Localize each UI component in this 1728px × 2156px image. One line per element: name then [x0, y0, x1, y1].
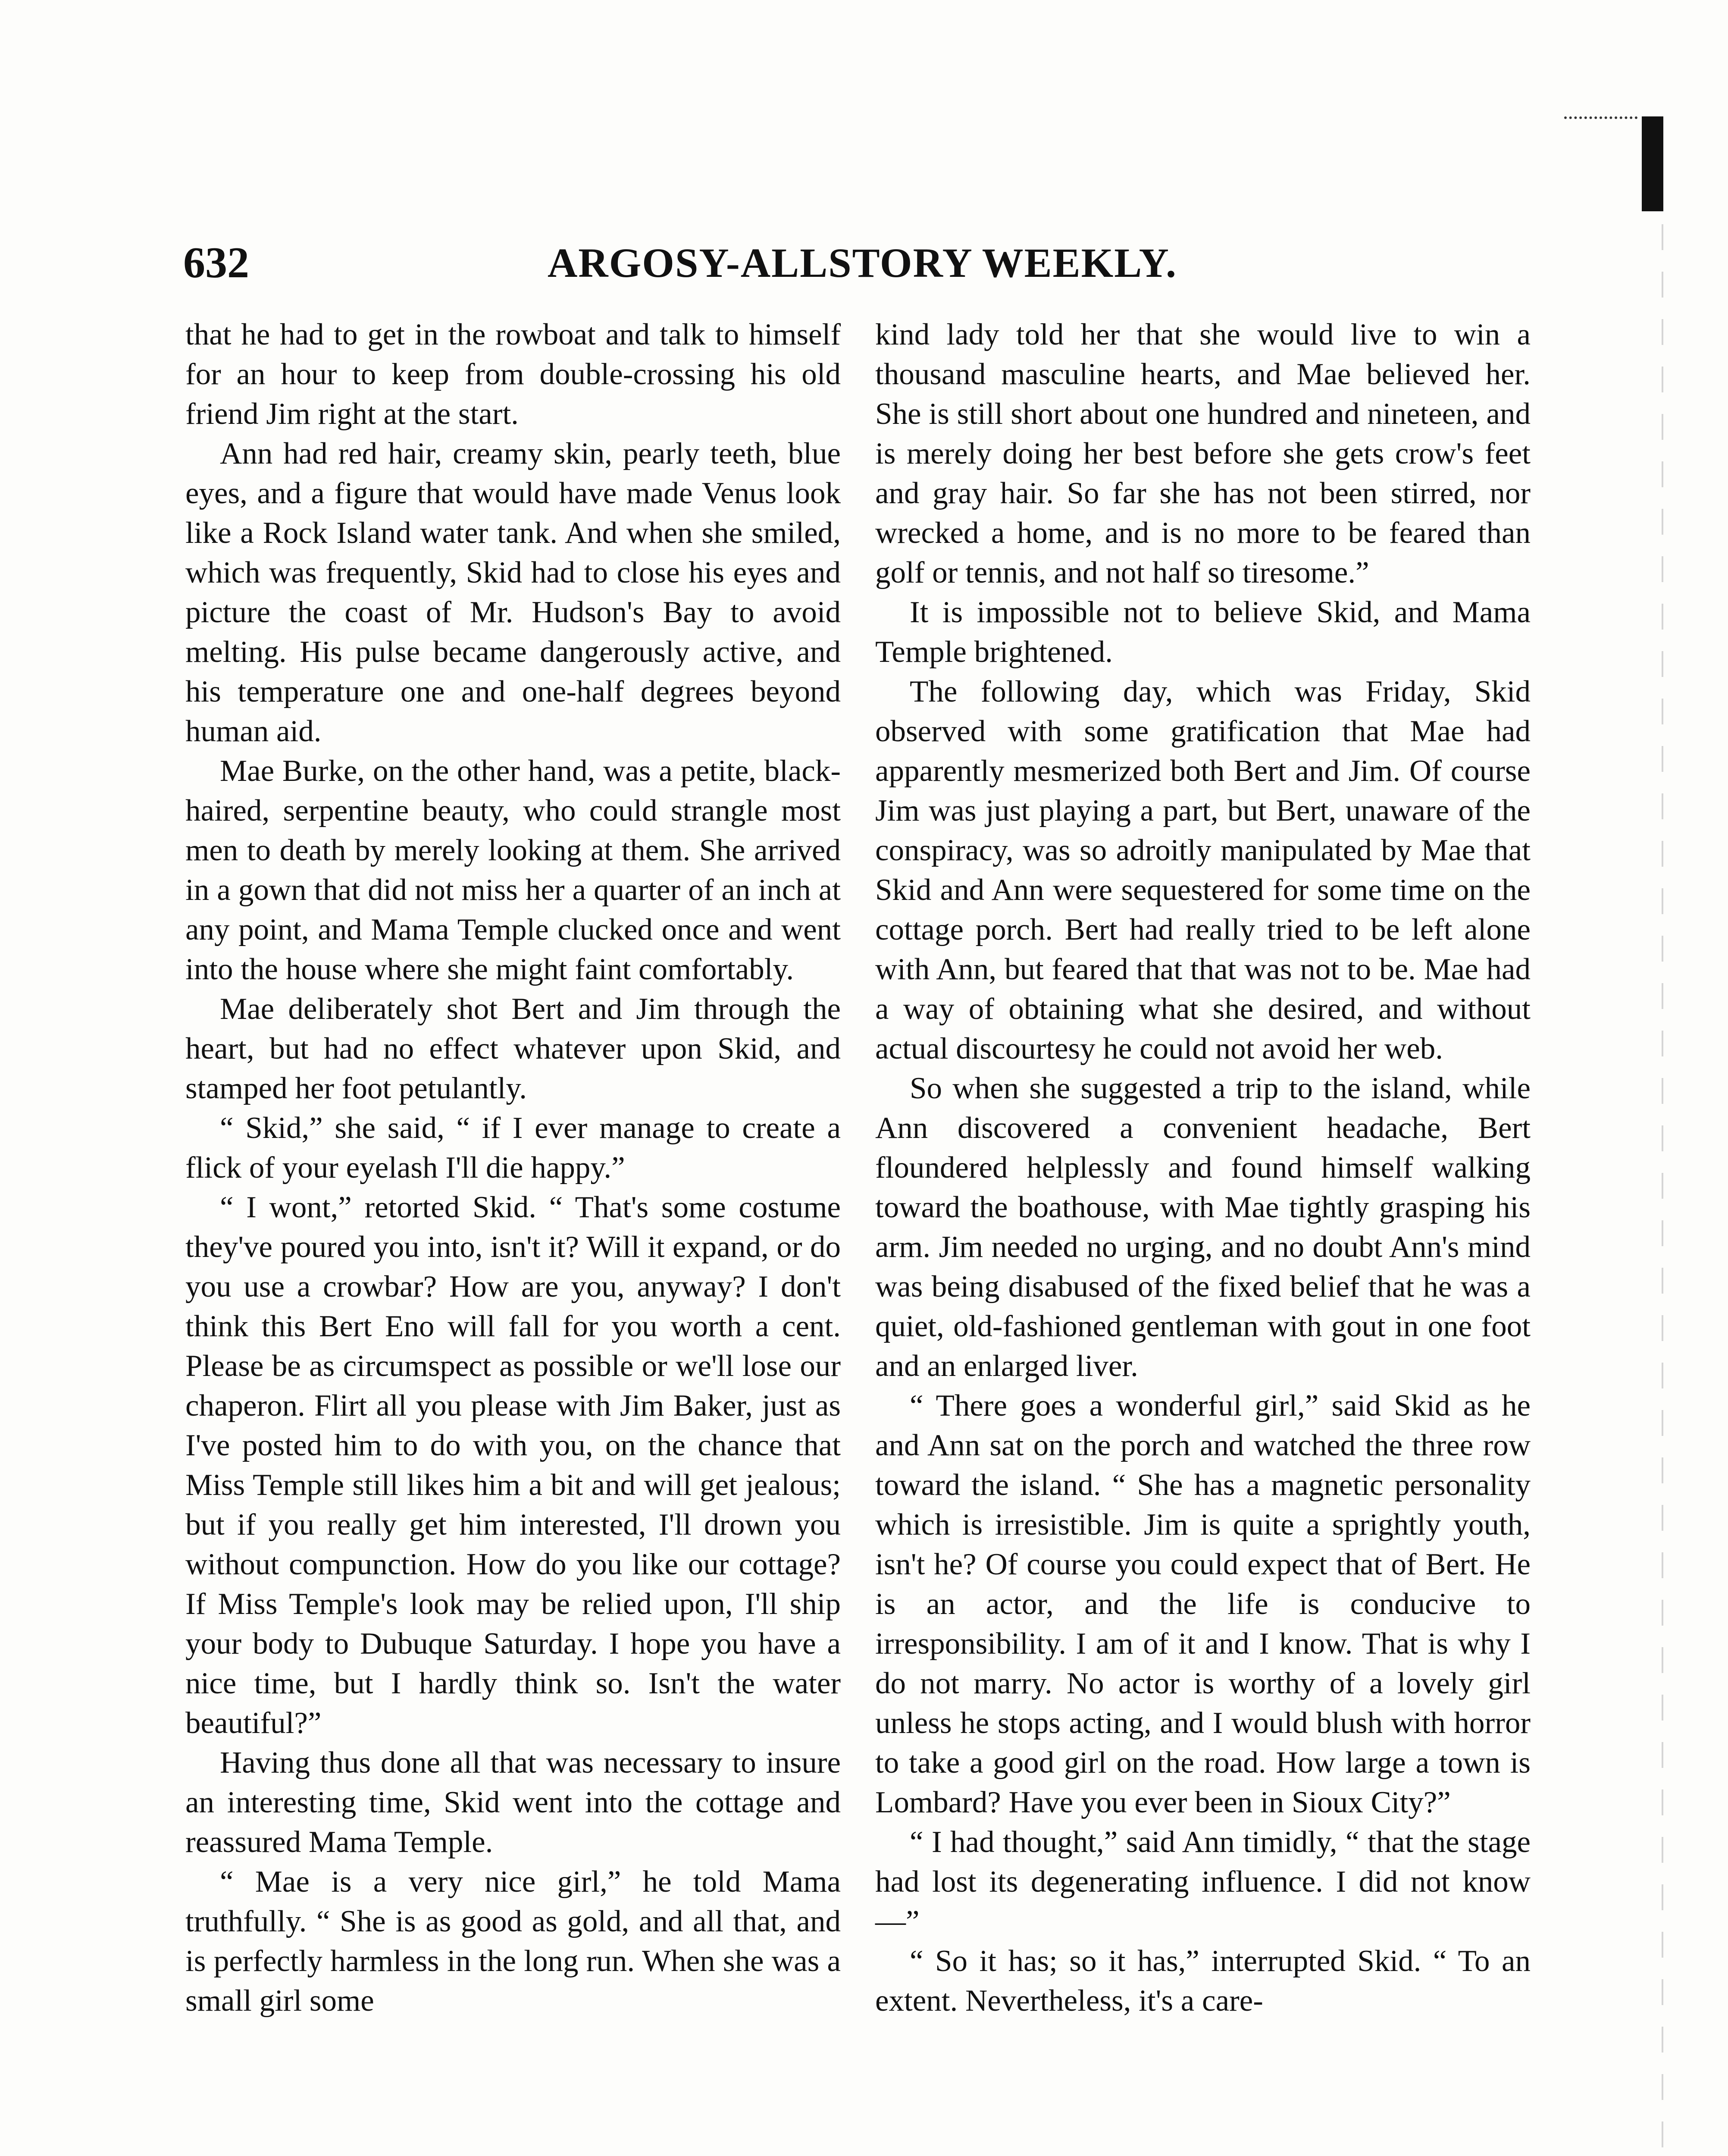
paragraph: “ There goes a wonderful girl,” said Skid as he and Ann sat on the porch and watched the three row toward the island. “ She has a magnetic personality which is irresistible. Jim is quite a sprightly youth, isn't he? Of course you could expect that of Bert. He is an actor, and the life is conducive to irresponsibility. I am of it and I know. That is why I do not marry. No actor is worthy of a lovely girl unless he stops acting, and I would blush with horror to take a good girl on the road. How large a town is Lombard? Have you ever been in Sioux City?”: [875, 1389, 1531, 1819]
scan-artifact-dots: [1564, 116, 1637, 128]
right-column: [875, 315, 1531, 2021]
paragraph: “ Mae is a very nice girl,” he told Mama truthfully. “ She is as good as gold, and all that, and is perfectly harmless in the long run. When she was a small girl some: [185, 1865, 841, 2018]
page-number: 632: [183, 238, 249, 287]
paragraph: “ I wont,” retorted Skid. “ That's some costume they've poured you into, isn't it? Will it expand, or do you use a crowbar? How are you, anyway? I don't think this Bert Eno will fall for you worth a cent. Please be as circumspect as possible or we'll lose our chaperon. Flirt all you please with Jim Baker, just as I've posted him to do with you, on the chance that Miss Temple still likes him a bit and will get jealous; but if you really get him interested, I'll drown you without compunction. How do you like our cottage? If Miss Temple's look may be relied upon, I'll ship your body to Dubuque Saturday. I hope you have a nice time, but I hardly think so. Isn't the water beautiful?”: [185, 1191, 841, 1740]
scan-artifact-mark: [1642, 116, 1663, 211]
page-header: [183, 233, 1541, 293]
paragraph: “ Skid,” she said, “ if I ever manage to create a flick of your eyelash I'll die happy.”: [185, 1111, 841, 1185]
paragraph: So when she suggested a trip to the island, while Ann discovered a convenient headache, Bert floundered helplessly and found himself walking toward the boathouse, with Mae tightly grasping his arm. Jim needed no urging, and no doubt Ann's mind was being disabused of the fixed belief that he was a quiet, old-fashioned gentleman with gout in one foot and an enlarged liver.: [875, 1072, 1531, 1383]
paragraph: Having thus done all that was necessary to insure an interesting time, Skid went into the cottage and reassured Mama Temple.: [185, 1746, 841, 1859]
paragraph: kind lady told her that she would live to win a thousand masculine hearts, and Mae believed her. She is still short about one hundred and nineteen, and is merely doing her best before she gets crow's feet and gray hair. So far she has not been stirred, nor wrecked a home, and is no more to be feared than golf or tennis, and not half so tiresome.”: [875, 318, 1531, 589]
page-edge-line: [1662, 224, 1663, 2156]
paragraph: Mae Burke, on the other hand, was a petite, black-haired, serpentine beauty, who could strangle most men to death by merely looking at them. She arrived in a gown that did not miss her a quarter of an inch at any point, and Mama Temple clucked once and went into the house where she might faint comfortably.: [185, 754, 841, 986]
paragraph: Ann had red hair, creamy skin, pearly teeth, blue eyes, and a figure that would have made Venus look like a Rock Island water tank. And when she smiled, which was frequently, Skid had to close his eyes and picture the coast of Mr. Hudson's Bay to avoid melting. His pulse became dangerously active, and his temperature one and one-half degrees beyond human aid.: [185, 437, 841, 748]
paragraph: It is impossible not to believe Skid, and Mama Temple brightened.: [875, 595, 1531, 669]
left-column: [185, 315, 841, 2021]
paragraph: “ I had thought,” said Ann timidly, “ that the stage had lost its degenerating influence. I did not know—”: [875, 1825, 1531, 1938]
paragraph: Mae deliberately shot Bert and Jim through the heart, but had no effect whatever upon Skid, and stamped her foot petulantly.: [185, 992, 841, 1105]
running-title: ARGOSY-ALLSTORY WEEKLY.: [547, 240, 1177, 286]
paragraph: The following day, which was Friday, Skid observed with some gratification that Mae had apparently mesmerized both Bert and Jim. Of course Jim was just playing a part, but Bert, unaware of the conspiracy, was so adroitly manipulated by Mae that Skid and Ann were sequestered for some time on the cottage porch. Bert had really tried to be left alone with Ann, but feared that that was not to be. Mae had a way of obtaining what she desired, and without actual discourtesy he could not avoid her web.: [875, 675, 1531, 1065]
paragraph: “ So it has; so it has,” interrupted Skid. “ To an extent. Nevertheless, it's a care-: [875, 1944, 1531, 2018]
paragraph: that he had to get in the rowboat and talk to himself for an hour to keep from double-crossing his old friend Jim right at the start.: [185, 318, 841, 431]
